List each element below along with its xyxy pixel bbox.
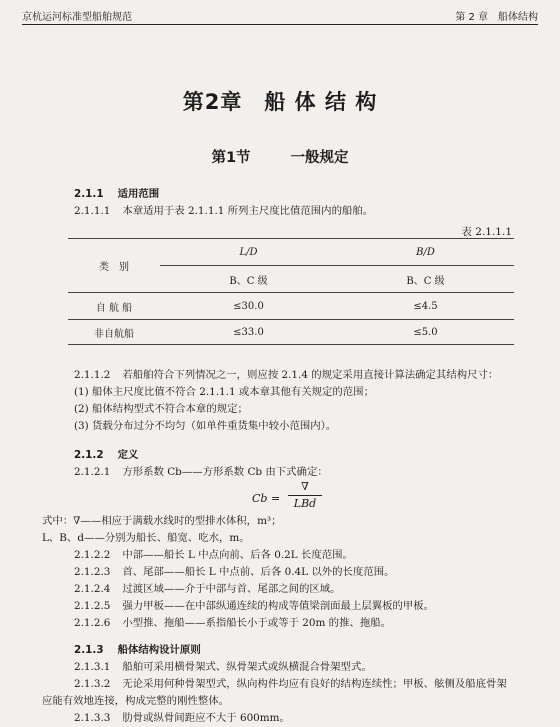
para-number: 2.1.2.3 (74, 566, 111, 578)
heading-2-1-2 (74, 448, 138, 462)
heading-number: 2.1.2 (74, 449, 104, 461)
para-number: 2.1.3.3 (74, 712, 111, 724)
dimension-ratio-table (68, 238, 514, 345)
section-number: 第1节 (211, 150, 251, 166)
para-2-1-3-2-cont: 应能有效地连接，构成完整的刚性整体。 (42, 695, 230, 707)
formula-where: 式中：∇——相应于满载水线时的型排水体积，m³； (42, 515, 282, 527)
table-subheader-ld: B、C 级 (160, 266, 337, 293)
para-number: 2.1.2.1 (74, 466, 111, 478)
section-title (0, 146, 560, 167)
section-name: 一般规定 (290, 150, 349, 166)
para-number: 2.1.3.1 (74, 661, 111, 673)
para-text: 本章适用于表 2.1.1.1 所列主尺度比值范围内的船舶。 (122, 205, 374, 217)
para-2-1-1-1 (74, 204, 373, 218)
para-2-1-2-2 (74, 548, 353, 562)
para-number: 2.1.2.5 (74, 600, 111, 612)
para-2-1-3-1 (74, 660, 372, 674)
table-header-bd: B/D (337, 239, 514, 266)
table-header-ld: L/D (160, 239, 337, 266)
heading-text: 定义 (117, 449, 139, 461)
formula-fraction (288, 480, 322, 511)
para-text: 方形系数 Cb——方形系数 Cb 由下式确定： (122, 466, 328, 478)
para-2-1-1-2 (74, 368, 498, 382)
para-text: 中部——船长 L 中点向前、后各 0.2L 长度范围。 (122, 549, 353, 561)
para-2-1-2-5 (74, 599, 434, 613)
heading-2-1-3 (74, 643, 201, 657)
para-number: 2.1.2.6 (74, 617, 111, 629)
para-text: 强力甲板——在中部纵通连续的构成等值梁剖面最上层翼板的甲板。 (122, 600, 435, 612)
table-cell-bd: ≤5.0 (337, 320, 514, 345)
header-left: 京杭运河标准型船舶规范 (22, 12, 132, 23)
para-text: 过渡区域——介于中部与首、尾部之间的区域。 (122, 583, 341, 595)
para-2-1-2-4 (74, 582, 341, 596)
table-cell-label: 非自航船 (68, 320, 160, 345)
table-subheader-bd: B、C 级 (337, 266, 514, 293)
para-number: 2.1.1.1 (74, 205, 111, 217)
para-number: 2.1.3.2 (74, 678, 111, 690)
formula-numerator: ∇ (301, 480, 309, 493)
table-caption: 表 2.1.1.1 (461, 226, 512, 238)
table-row (68, 293, 514, 320)
table-cell-label: 自 航 船 (68, 293, 160, 320)
para-text: 小型推、拖船——系指船长小于或等于 20m 的推、拖船。 (122, 617, 392, 629)
formula-where-2: L、B、d——分别为船长、船宽、吃水，m。 (42, 532, 250, 544)
para-text: 若船舶符合下列情况之一，则应按 2.1.4 的规定采用直接计算法确定其结构尺寸： (122, 369, 499, 381)
list-item: (3) 货载分布过分不均匀（如单件重货集中较小范围内）。 (74, 420, 337, 432)
table-cell-ld: ≤33.0 (160, 320, 337, 345)
para-2-1-2-6 (74, 616, 391, 630)
table-cell-ld: ≤30.0 (160, 293, 337, 320)
para-2-1-3-3 (74, 711, 290, 725)
para-2-1-2-3 (74, 565, 395, 579)
heading-text: 船体结构设计原则 (117, 644, 201, 656)
heading-number: 2.1.3 (74, 644, 104, 656)
para-2-1-3-2 (74, 677, 507, 691)
para-text: 首、尾部——船长 L 中点前、后各 0.4L 以外的长度范围。 (122, 566, 395, 578)
heading-text: 适用范围 (117, 188, 160, 200)
list-item: (1) 船体主尺度比值不符合 2.1.1.1 或本章其他有关规定的范围； (74, 386, 374, 398)
heading-number: 2.1.1 (74, 188, 104, 200)
para-number: 2.1.1.2 (74, 369, 111, 381)
list-item: (2) 船体结构型式不符合本章的规定； (74, 403, 248, 415)
para-number: 2.1.2.4 (74, 583, 111, 595)
para-number: 2.1.2.2 (74, 549, 111, 561)
header-right: 第 2 章 船体结构 (455, 12, 538, 23)
table-cell-bd: ≤4.5 (337, 293, 514, 320)
running-header (22, 4, 538, 25)
para-2-1-2-1 (74, 465, 328, 479)
formula-denominator: LBd (293, 497, 317, 510)
table-row (68, 320, 514, 345)
para-text: 船舶可采用横骨架式、纵骨架式或纵横混合骨架型式。 (122, 661, 372, 673)
table-header-category: 类 别 (68, 239, 160, 293)
formula-lhs: Cb = (252, 492, 281, 505)
para-text: 肋骨或纵骨间距应不大于 600mm。 (122, 712, 290, 724)
para-text: 无论采用何种骨架型式，纵向构件均应有良好的结构连续性；甲板、舷侧及船底骨架 (122, 678, 507, 690)
chapter-title: 第2章 船 体 结 构 (182, 90, 378, 114)
heading-2-1-1 (74, 187, 159, 201)
